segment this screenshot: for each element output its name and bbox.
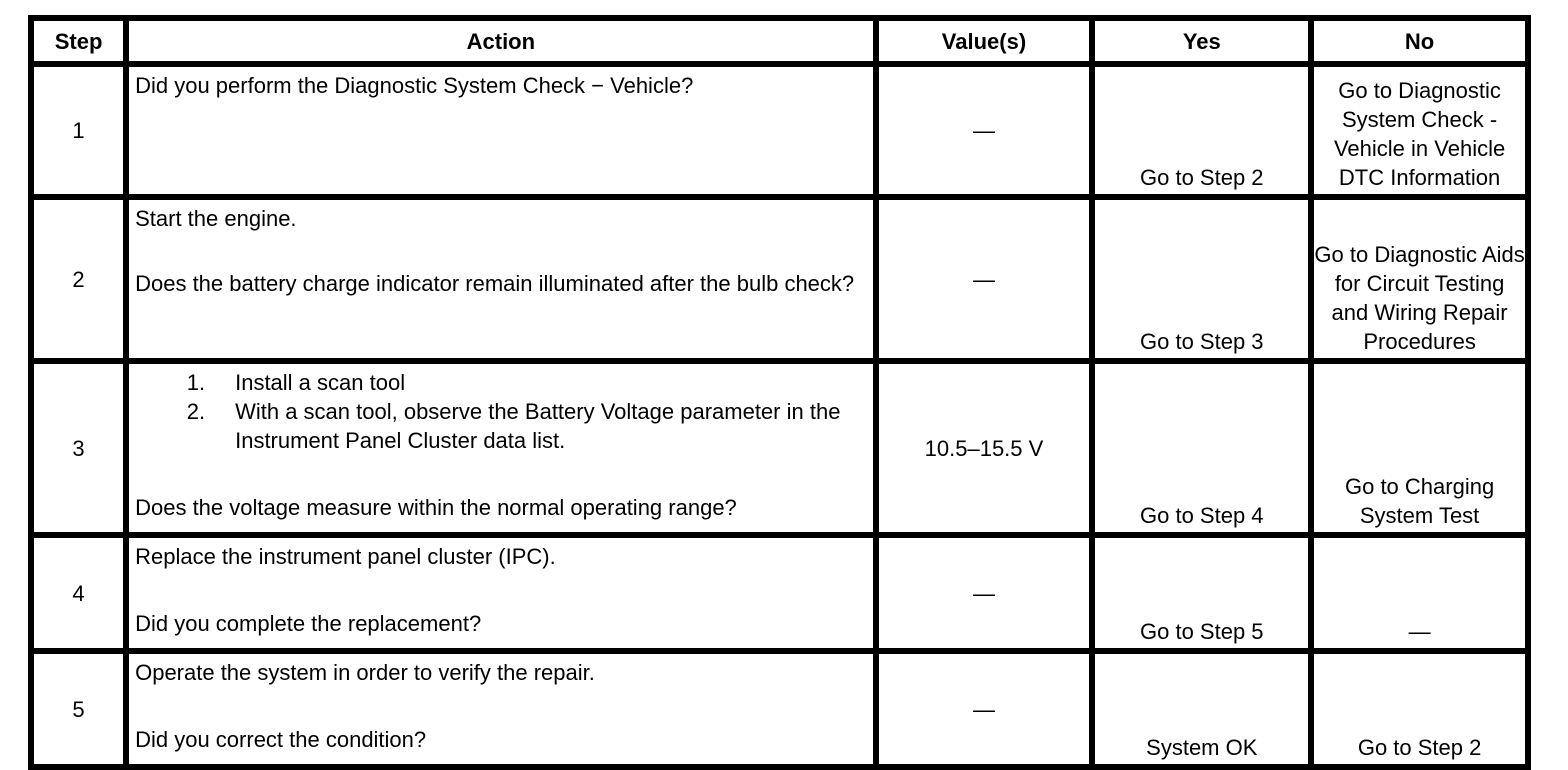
value-cell: — <box>876 535 1093 651</box>
diagnostic-table <box>28 15 1531 770</box>
table-row <box>31 651 1528 767</box>
yes-cell: System OK <box>1092 651 1311 767</box>
table-row <box>31 197 1528 361</box>
action-cell <box>126 197 876 361</box>
value-cell: — <box>876 651 1093 767</box>
action-question: Does the battery charge indicator remain illuminated after the bulb check? <box>135 271 855 296</box>
header-no: No <box>1311 18 1528 64</box>
action-text: Start the engine. <box>135 206 297 231</box>
action-cell <box>126 651 876 767</box>
header-action: Action <box>126 18 876 64</box>
action-text: Operate the system in order to verify the repair. <box>135 660 595 685</box>
table-row <box>31 535 1528 651</box>
no-cell: Go to Diagnostic Aids for Circuit Testing and Wiring Repair Procedures <box>1311 197 1528 361</box>
header-row <box>31 18 1528 64</box>
yes-cell: Go to Step 3 <box>1092 197 1311 361</box>
yes-cell: Go to Step 5 <box>1092 535 1311 651</box>
header-step: Step <box>31 18 126 64</box>
table-row <box>31 361 1528 535</box>
value-cell: 10.5–15.5 V <box>876 361 1093 535</box>
substep-item <box>135 397 867 455</box>
substep-text: Install a scan tool <box>235 370 406 395</box>
no-cell: Go to Diagnostic System Check - Vehicle in Vehicle DTC Information <box>1311 64 1528 197</box>
action-text: Did you perform the Diagnostic System Check − Vehicle? <box>135 73 694 98</box>
table-row <box>31 64 1528 197</box>
action-question: Did you complete the replacement? <box>135 611 482 636</box>
action-text: Replace the instrument panel cluster (IPC). <box>135 544 556 569</box>
action-question: Did you correct the condition? <box>135 727 427 752</box>
step-number: 3 <box>31 361 126 535</box>
yes-cell: Go to Step 4 <box>1092 361 1311 535</box>
substep-number: 1. <box>186 370 206 395</box>
step-number: 1 <box>31 64 126 197</box>
action-cell <box>126 361 876 535</box>
substep-number: 2. <box>186 399 206 424</box>
value-cell: — <box>876 197 1093 361</box>
action-cell <box>126 535 876 651</box>
action-cell <box>126 64 876 197</box>
action-substeps <box>135 368 867 455</box>
step-number: 4 <box>31 535 126 651</box>
substep-item <box>135 368 867 397</box>
header-values: Value(s) <box>876 18 1093 64</box>
no-cell: Go to Charging System Test <box>1311 361 1528 535</box>
yes-cell: Go to Step 2 <box>1092 64 1311 197</box>
action-question: Does the voltage measure within the normal operating range? <box>135 495 737 520</box>
value-cell: — <box>876 64 1093 197</box>
no-cell: — <box>1311 535 1528 651</box>
substep-text: With a scan tool, observe the Battery Voltage parameter in the Instrument Panel Cluster data list. <box>235 399 841 453</box>
header-yes: Yes <box>1092 18 1311 64</box>
step-number: 5 <box>31 651 126 767</box>
no-cell: Go to Step 2 <box>1311 651 1528 767</box>
step-number: 2 <box>31 197 126 361</box>
